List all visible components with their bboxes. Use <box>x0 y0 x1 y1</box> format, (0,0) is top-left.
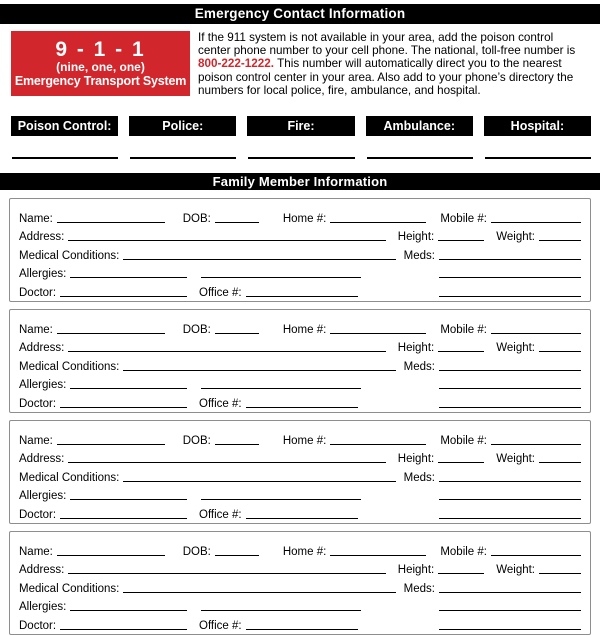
allergies-field-line[interactable] <box>70 388 187 389</box>
allergies-extra-field-line[interactable] <box>201 610 361 611</box>
home-phone-label: Home #: <box>282 434 327 447</box>
meds-extra-field-line-1[interactable] <box>439 388 581 389</box>
member-row-name <box>19 207 581 226</box>
member-row-medical <box>19 577 581 596</box>
home-phone-label: Home #: <box>282 323 327 336</box>
office-phone-label: Office #: <box>199 397 242 410</box>
allergies-field-line[interactable] <box>70 499 187 500</box>
home-phone-field-line[interactable] <box>330 444 426 445</box>
home-phone-field-line[interactable] <box>330 555 426 556</box>
intro-section <box>11 31 590 97</box>
page-title: Emergency Contact Information <box>0 4 600 24</box>
medical-conditions-field-line[interactable] <box>123 592 395 593</box>
intro-text-after: This number will automatically direct you to the nearest poison control center in your area. Also add to your phone’s directory the numbers for local police, fire, ambulance, and hospital. <box>198 57 574 97</box>
medical-conditions-label: Medical Conditions: <box>19 471 120 484</box>
doctor-label: Doctor: <box>19 286 57 299</box>
contact-label-hospital: Hospital: <box>484 116 591 136</box>
contact-label-fire: Fire: <box>247 116 354 136</box>
home-phone-label: Home #: <box>282 545 327 558</box>
member-row-address <box>19 448 581 467</box>
doctor-field-line[interactable] <box>60 407 187 408</box>
member-row-address <box>19 337 581 356</box>
address-field-line[interactable] <box>68 462 385 463</box>
member-row-doctor <box>19 392 581 411</box>
doctor-field-line[interactable] <box>60 296 187 297</box>
address-label: Address: <box>19 453 65 466</box>
weight-field-line[interactable] <box>539 573 581 574</box>
mobile-phone-label: Mobile #: <box>440 323 487 336</box>
dob-field-line[interactable] <box>215 555 259 556</box>
name-label: Name: <box>19 323 53 336</box>
allergies-field-line[interactable] <box>70 610 187 611</box>
weight-label: Weight: <box>496 231 535 244</box>
meds-extra-field-line-2[interactable] <box>439 518 581 519</box>
dob-label: DOB: <box>182 212 211 225</box>
height-field-line[interactable] <box>438 351 484 352</box>
height-field-line[interactable] <box>438 462 484 463</box>
office-phone-label: Office #: <box>199 286 242 299</box>
height-label: Height: <box>397 564 435 577</box>
member-row-allergies <box>19 374 581 393</box>
911-red-box <box>11 31 190 96</box>
meds-field-line[interactable] <box>439 370 581 371</box>
meds-extra-field-line-2[interactable] <box>439 407 581 408</box>
911-caption: Emergency Transport System <box>14 74 187 88</box>
contact-labels-row <box>11 116 591 136</box>
height-label: Height: <box>397 231 435 244</box>
height-label: Height: <box>397 453 435 466</box>
allergies-label: Allergies: <box>19 490 67 503</box>
meds-extra-field-line-2[interactable] <box>439 296 581 297</box>
meds-label: Meds: <box>403 471 435 484</box>
member-row-allergies <box>19 485 581 504</box>
family-member-block <box>9 309 591 413</box>
allergies-field-line[interactable] <box>70 277 187 278</box>
911-number: 9 - 1 - 1 <box>55 38 146 61</box>
mobile-phone-label: Mobile #: <box>440 212 487 225</box>
contact-label-ambulance: Ambulance: <box>366 116 473 136</box>
weight-field-line[interactable] <box>539 351 581 352</box>
member-row-name <box>19 540 581 559</box>
office-phone-field-line[interactable] <box>246 407 358 408</box>
mobile-phone-label: Mobile #: <box>440 545 487 558</box>
member-row-address <box>19 226 581 245</box>
allergies-label: Allergies: <box>19 379 67 392</box>
allergies-extra-field-line[interactable] <box>201 277 361 278</box>
mobile-phone-field-line[interactable] <box>491 333 581 334</box>
address-label: Address: <box>19 342 65 355</box>
dob-field-line[interactable] <box>215 444 259 445</box>
office-phone-label: Office #: <box>199 508 242 521</box>
address-field-line[interactable] <box>68 573 385 574</box>
allergies-field-group <box>19 490 187 503</box>
member-row-allergies <box>19 263 581 282</box>
height-label: Height: <box>397 342 435 355</box>
contact-blank-lines-row <box>12 157 591 159</box>
weight-label: Weight: <box>496 564 535 577</box>
name-label: Name: <box>19 545 53 558</box>
medical-conditions-label: Medical Conditions: <box>19 249 120 262</box>
name-field-line[interactable] <box>57 333 165 334</box>
doctor-field-line[interactable] <box>60 518 187 519</box>
meds-extra-field-line-1[interactable] <box>439 499 581 500</box>
doctor-label: Doctor: <box>19 619 57 632</box>
allergies-label: Allergies: <box>19 268 67 281</box>
meds-field-line[interactable] <box>439 481 581 482</box>
member-row-doctor <box>19 614 581 633</box>
allergies-field-group <box>19 379 187 392</box>
allergies-extra-field-line[interactable] <box>201 499 361 500</box>
member-row-name <box>19 318 581 337</box>
doctor-field-group <box>19 287 187 300</box>
member-row-medical <box>19 244 581 263</box>
medical-conditions-field-line[interactable] <box>123 259 395 260</box>
medical-conditions-label: Medical Conditions: <box>19 360 120 373</box>
family-section-title: Family Member Information <box>0 173 600 190</box>
family-members <box>9 198 591 635</box>
meds-field-line[interactable] <box>439 259 581 260</box>
meds-extra-field-line-2[interactable] <box>439 629 581 630</box>
intro-text-before: If the 911 system is not available in your area, add the poison control center phone number to your cell phone. The national, toll-free number is <box>198 31 576 58</box>
ambulance-field-line[interactable] <box>367 157 473 159</box>
member-row-medical <box>19 355 581 374</box>
police-field-line[interactable] <box>130 157 236 159</box>
allergies-field-group <box>19 268 187 281</box>
home-phone-label: Home #: <box>282 212 327 225</box>
911-spelled-out: (nine, one, one) <box>56 60 145 74</box>
dob-field-line[interactable] <box>215 333 259 334</box>
address-label: Address: <box>19 231 65 244</box>
doctor-field-group <box>19 620 187 633</box>
member-row-doctor <box>19 281 581 300</box>
meds-extra-field-line-1[interactable] <box>439 610 581 611</box>
member-row-allergies <box>19 596 581 615</box>
medical-conditions-label: Medical Conditions: <box>19 582 120 595</box>
contact-label-police: Police: <box>129 116 236 136</box>
height-field-line[interactable] <box>438 573 484 574</box>
name-label: Name: <box>19 434 53 447</box>
member-row-address <box>19 559 581 578</box>
name-field-line[interactable] <box>57 555 165 556</box>
address-label: Address: <box>19 564 65 577</box>
member-row-name <box>19 429 581 448</box>
allergies-field-group <box>19 601 187 614</box>
member-row-medical <box>19 466 581 485</box>
dob-field-line[interactable] <box>215 222 259 223</box>
home-phone-field-line[interactable] <box>330 222 426 223</box>
office-phone-label: Office #: <box>199 619 242 632</box>
meds-label: Meds: <box>403 582 435 595</box>
dob-label: DOB: <box>182 434 211 447</box>
contact-label-poison-control: Poison Control: <box>11 116 118 136</box>
office-phone-field-line[interactable] <box>246 296 358 297</box>
name-label: Name: <box>19 212 53 225</box>
medical-conditions-field-line[interactable] <box>123 370 395 371</box>
family-member-block <box>9 531 591 635</box>
fire-field-line[interactable] <box>248 157 354 159</box>
weight-label: Weight: <box>496 453 535 466</box>
weight-field-line[interactable] <box>539 462 581 463</box>
doctor-label: Doctor: <box>19 508 57 521</box>
height-field-line[interactable] <box>438 240 484 241</box>
mobile-phone-field-line[interactable] <box>491 444 581 445</box>
address-field-line[interactable] <box>68 240 385 241</box>
hospital-field-line[interactable] <box>485 157 591 159</box>
mobile-phone-label: Mobile #: <box>440 434 487 447</box>
intro-paragraph <box>198 31 590 97</box>
medical-conditions-field-line[interactable] <box>123 481 395 482</box>
address-field-line[interactable] <box>68 351 385 352</box>
member-row-doctor <box>19 503 581 522</box>
home-phone-field-line[interactable] <box>330 333 426 334</box>
dob-label: DOB: <box>182 323 211 336</box>
dob-label: DOB: <box>182 545 211 558</box>
weight-field-line[interactable] <box>539 240 581 241</box>
meds-label: Meds: <box>403 360 435 373</box>
office-phone-field-line[interactable] <box>246 518 358 519</box>
family-member-block <box>9 198 591 302</box>
mobile-phone-field-line[interactable] <box>491 222 581 223</box>
allergies-label: Allergies: <box>19 601 67 614</box>
meds-extra-field-line-1[interactable] <box>439 277 581 278</box>
meds-field-line[interactable] <box>439 592 581 593</box>
allergies-extra-field-line[interactable] <box>201 388 361 389</box>
weight-label: Weight: <box>496 342 535 355</box>
name-field-line[interactable] <box>57 444 165 445</box>
meds-label: Meds: <box>403 249 435 262</box>
doctor-field-group <box>19 509 187 522</box>
poison-control-phone-number: 800-222-1222. <box>198 57 275 71</box>
family-member-block <box>9 420 591 524</box>
office-phone-field-line[interactable] <box>246 629 358 630</box>
doctor-field-line[interactable] <box>60 629 187 630</box>
name-field-line[interactable] <box>57 222 165 223</box>
mobile-phone-field-line[interactable] <box>491 555 581 556</box>
doctor-label: Doctor: <box>19 397 57 410</box>
doctor-field-group <box>19 398 187 411</box>
poison-control-field-line[interactable] <box>12 157 118 159</box>
